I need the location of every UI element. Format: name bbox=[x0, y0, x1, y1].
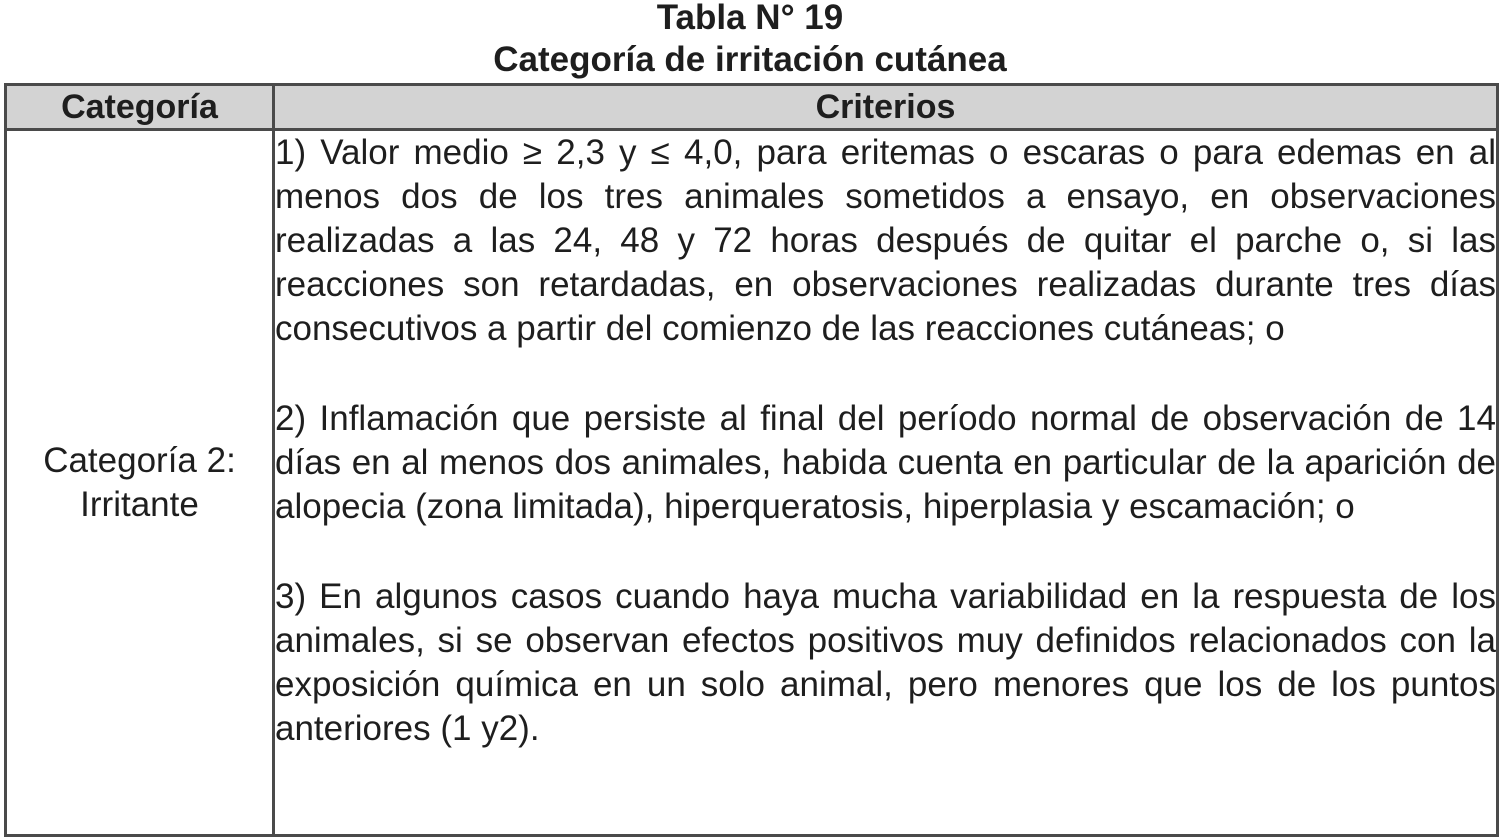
criteria-cell bbox=[274, 130, 1498, 836]
category-label: Irritante bbox=[80, 484, 199, 524]
table-row bbox=[6, 130, 1498, 836]
criterion-2: 2) Inflamación que persiste al final del período normal de observación de 14 días en al menos dos animales, habida cuenta en particular de la aparición de alopecia (zona limitada), hiperqueratosis, hiperplasia y escamación; o bbox=[275, 399, 1496, 526]
criterion-1: 1) Valor medio ≥ 2,3 y ≤ 4,0, para eritemas o escaras o para edemas en al menos dos de los tres animales sometidos a ensayo, en observaciones realizadas a las 24, 48 y 72 horas después de quitar el parche o, si las reacciones son retardadas, en observaciones realizadas durante tres días consecutivos a partir del comienzo de las reacciones cutáneas; o bbox=[275, 133, 1496, 348]
irritation-category-table bbox=[4, 83, 1499, 837]
table-number-title: Tabla N° 19 bbox=[656, 0, 844, 37]
header-row bbox=[6, 85, 1498, 130]
header-criteria: Criterios bbox=[274, 85, 1498, 130]
table-caption: Categoría de irritación cutánea bbox=[493, 40, 1007, 79]
criterion-3: 3) En algunos casos cuando haya mucha variabilidad en la respuesta de los animales, si se observan efectos positivos muy definidos relacionados con la exposición química en un solo animal, pero menores que los de los puntos anteriores (1 y2). bbox=[275, 577, 1496, 748]
header-category: Categoría bbox=[6, 85, 274, 130]
category-name: Categoría 2: bbox=[43, 440, 236, 480]
category-cell bbox=[6, 130, 274, 836]
